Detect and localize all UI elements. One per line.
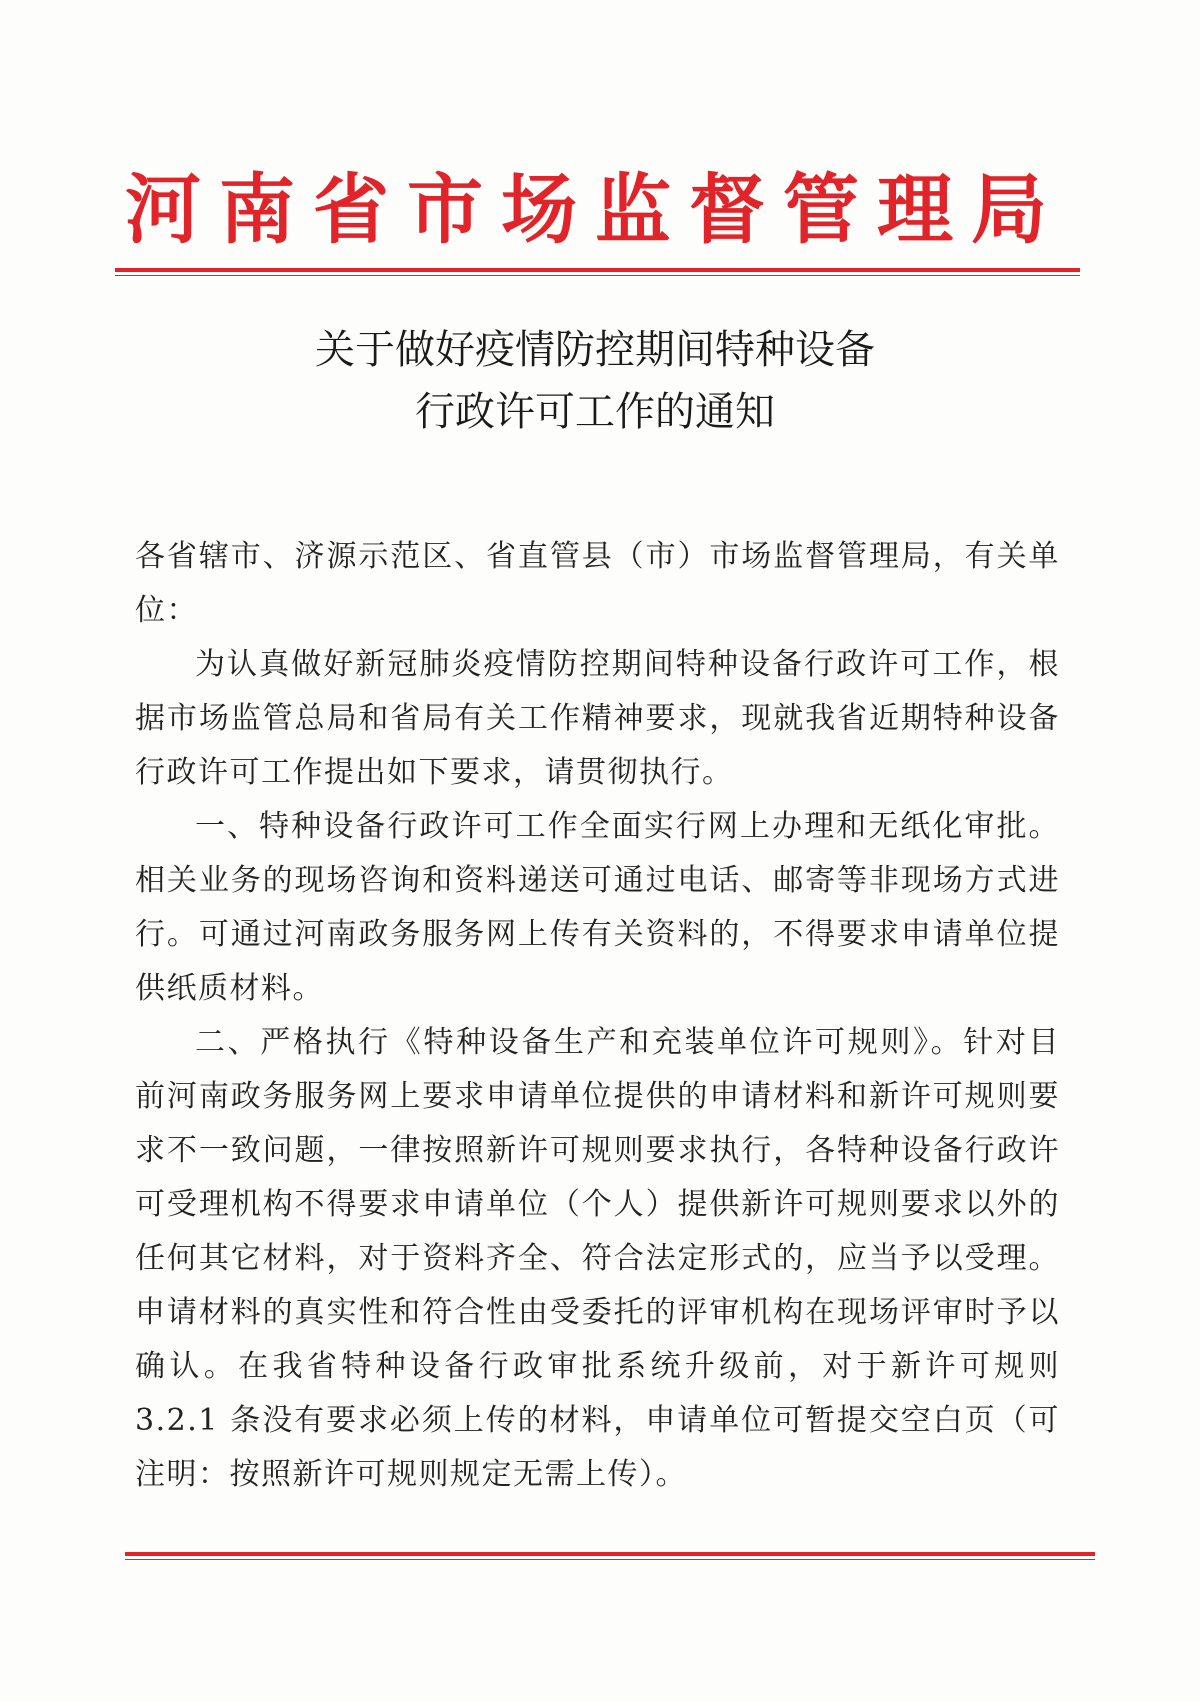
addressee: 各省辖市、济源示范区、省直管县（市）市场监督管理局，有关单位： [135, 539, 1060, 628]
header-red-rule-thin [115, 275, 1080, 276]
paragraph-intro: 为认真做好新冠肺炎疫情防控期间特种设备行政许可工作，根据市场监管总局和省局有关工作精神要求，现就我省近期特种设备行政许可工作提出如下要求，请贯彻执行。 [135, 647, 1060, 790]
paragraph-item-2: 二、严格执行《特种设备生产和充装单位许可规则》。针对目前河南政务服务网上要求申请单位提供的申请材料和新许可规则要求不一致问题，一律按照新许可规则要求执行，各特种设备行政许可受理机构不得要求申请单位（个人）提供新许可规则要求以外的任何其它材料，对于资料齐全、符合法定形式的，应当予以受理。申请材料的真实性和符合性由受委托的评审机构在现场评审时予以确认。在我省特种设备行政审批系统升级前，对于新许可规则 3.2.1 条没有要求必须上传的材料，申请单位可暂提交空白页（可注明：按照新许可规则规定无需上传）。 [135, 1025, 1060, 1492]
footer-red-rule [125, 1552, 1095, 1556]
header-red-rule [115, 268, 1080, 272]
document-title-line-1: 关于做好疫情防控期间特种设备 [315, 327, 875, 373]
document-title-line-2: 行政许可工作的通知 [415, 389, 775, 435]
footer-red-rule-thin [125, 1559, 1095, 1560]
paragraph-item-1: 一、特种设备行政许可工作全面实行网上办理和无纸化审批。相关业务的现场咨询和资料递送可通过电话、邮寄等非现场方式进行。可通过河南政务服务网上传有关资料的，不得要求申请单位提供纸质材料。 [135, 809, 1060, 1006]
agency-header: 河南省市场监督管理局 [125, 165, 1065, 254]
document-body [135, 530, 1060, 1502]
